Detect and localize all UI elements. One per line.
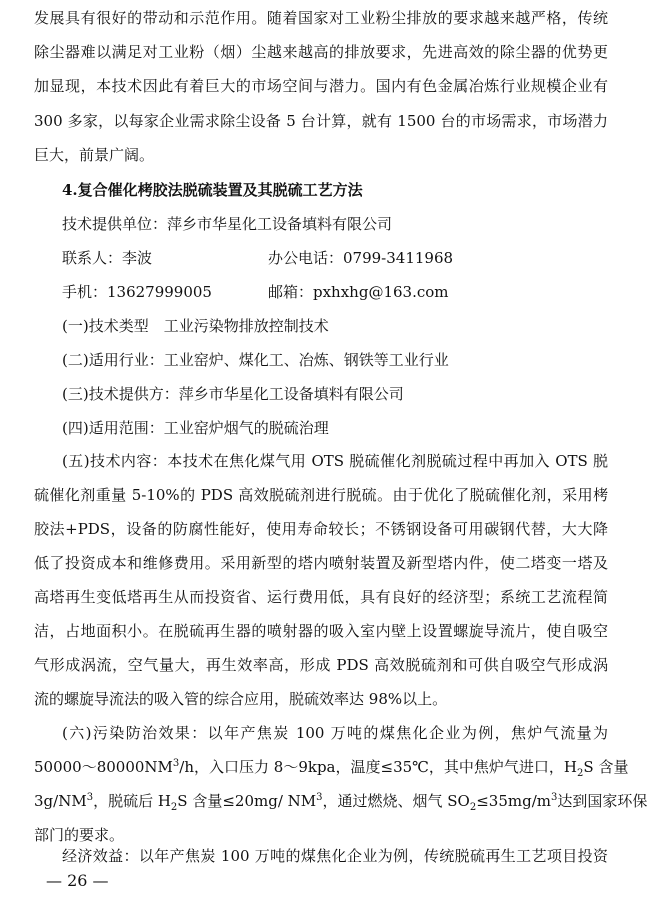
contact-row xyxy=(62,248,608,268)
subscript: 2 xyxy=(469,802,477,813)
paragraph-line: 巨大，前景广阔。 xyxy=(34,146,155,164)
list-item: (三)技术提供方：萍乡市华星化工设备填料有限公司 xyxy=(62,385,404,403)
text-run: ，通过燃烧、烟气 SO xyxy=(322,792,470,810)
text-run: S 含量 xyxy=(583,758,629,776)
contact-person: 联系人：李波 xyxy=(62,249,153,267)
subscript: 2 xyxy=(170,802,178,813)
text-run: 3g/NM xyxy=(34,792,87,810)
paragraph-line xyxy=(34,757,629,779)
paragraph-line: 经济效益：以年产焦炭 100 万吨的煤焦化企业为例，传统脱硫再生工艺项目投资 xyxy=(62,847,608,865)
paragraph-line xyxy=(34,791,647,813)
text-run: /h，入口压力 8～9kpa，温度≤35℃，其中焦炉气进口，H xyxy=(179,758,578,776)
text-run: ≤35mg/m xyxy=(476,792,551,810)
paragraph-line: 低了投资成本和维修费用。采用新型的塔内喷射装置及新型塔内件，使二塔变一塔及 xyxy=(34,554,608,572)
paragraph-line: 部门的要求。 xyxy=(34,826,125,844)
superscript: 3 xyxy=(86,792,94,803)
paragraph-line: 胶法+PDS，设备的防腐性能好，使用寿命较长；不锈钢设备可用碳钢代替，大大降 xyxy=(34,520,608,538)
paragraph-line: 硫催化剂重量 5-10%的 PDS 高效脱硫剂进行脱硫。由于优化了脱硫催化剂，采用栲 xyxy=(34,486,608,504)
text-run: ，脱硫后 H xyxy=(93,792,171,810)
text-run: 达到国家环保 xyxy=(557,792,647,810)
paragraph-line: 300 多家，以每家企业需求除尘设备 5 台计算，就有 1500 台的市场需求，市场潜力 xyxy=(34,112,608,130)
paragraph-line: 发展具有很好的带动和示范作用。随着国家对工业粉尘排放的要求越来越严格，传统 xyxy=(34,9,608,27)
paragraph-line: 加显现，本技术因此有着巨大的市场空间与潜力。国内有色金属冶炼行业规模企业有 xyxy=(34,77,608,95)
paragraph-line: (五)技术内容：本技术在焦化煤气用 OTS 脱硫催化剂脱硫过程中再加入 OTS 脱 xyxy=(62,452,608,470)
section-heading: 4.复合催化栲胶法脱硫装置及其脱硫工艺方法 xyxy=(62,181,363,199)
list-item: (一)技术类型 工业污染物排放控制技术 xyxy=(62,317,329,335)
paragraph-line: 高塔再生变低塔再生从而投资省、运行费用低，具有良好的经济型；系统工艺流程简 xyxy=(34,588,608,606)
subscript: 2 xyxy=(577,768,584,779)
paragraph-line: 除尘器难以满足对工业粉（烟）尘越来越高的排放要求，先进高效的除尘器的优势更 xyxy=(34,43,608,61)
paragraph-line: 流的螺旋导流法的吸入管的综合应用，脱硫效率达 98%以上。 xyxy=(34,690,448,708)
paragraph-line: 洁，占地面积小。在脱硫再生器的喷射器的吸入室内壁上设置螺旋导流片，使自吸空 xyxy=(34,622,608,640)
list-item: (二)适用行业：工业窑炉、煤化工、冶炼、钢铁等工业行业 xyxy=(62,351,449,369)
text-run: S 含量≤20mg/ NM xyxy=(177,792,317,810)
contact-row xyxy=(62,282,608,302)
paragraph-line: 气形成涡流，空气量大，再生效率高，形成 PDS 高效脱硫剂和可供自吸空气形成涡 xyxy=(34,656,608,674)
paragraph-line: (六)污染防治效果：以年产焦炭 100 万吨的煤焦化企业为例，焦炉气流量为 xyxy=(62,724,608,742)
text-run: 50000～80000NM xyxy=(34,758,173,776)
superscript: 3 xyxy=(316,792,323,803)
provider-unit: 技术提供单位：萍乡市华星化工设备填料有限公司 xyxy=(62,215,393,233)
mobile-number: 手机：13627999005 xyxy=(62,283,212,301)
page-number: — 26 — xyxy=(46,871,109,890)
office-phone: 办公电话：0799-3411968 xyxy=(268,249,454,267)
list-item: (四)适用范围：工业窑炉烟气的脱硫治理 xyxy=(62,419,329,437)
superscript: 3 xyxy=(172,758,180,769)
superscript: 3 xyxy=(551,792,558,803)
email-address: 邮箱：pxhxhg@163.com xyxy=(268,283,449,301)
